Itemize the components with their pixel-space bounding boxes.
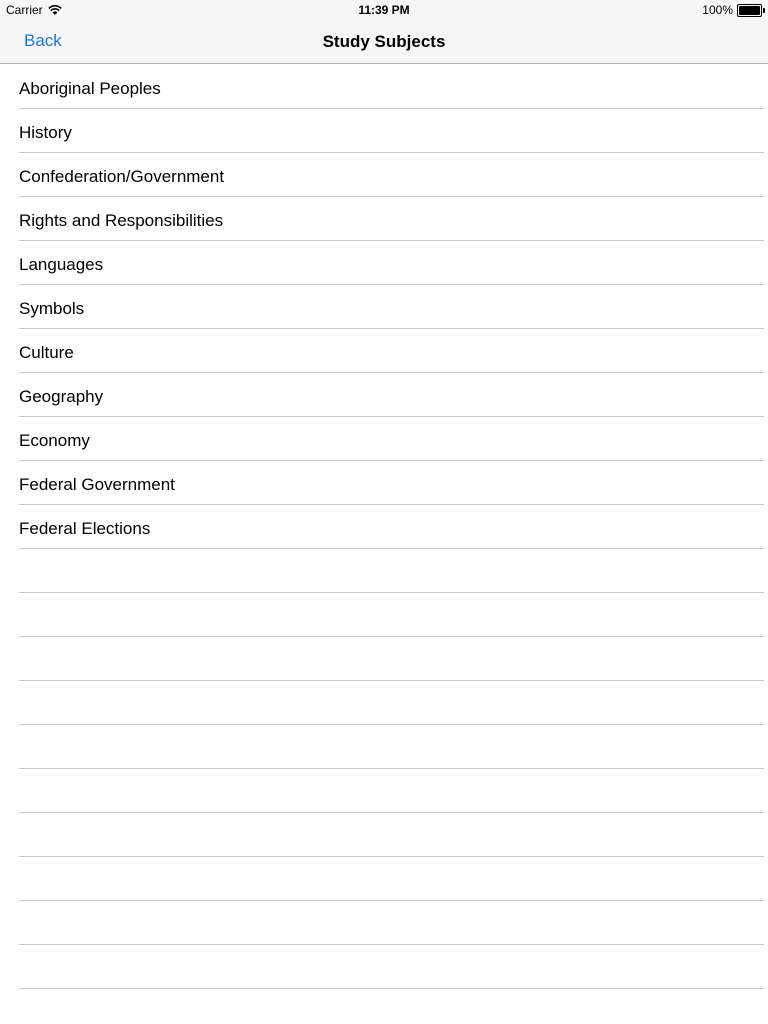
empty-row: [19, 549, 764, 593]
subject-row[interactable]: [19, 461, 764, 505]
subject-row[interactable]: [19, 65, 764, 109]
subject-list: [0, 65, 768, 989]
subject-label: Economy: [19, 431, 90, 450]
subject-label: Confederation/Government: [19, 167, 225, 186]
subject-row[interactable]: [19, 153, 764, 197]
subject-label: Symbols: [19, 299, 85, 318]
empty-row: [19, 593, 764, 637]
subject-label: Languages: [19, 255, 104, 274]
back-button[interactable]: Back: [24, 31, 62, 50]
empty-row: [19, 637, 764, 681]
subject-row[interactable]: [19, 241, 764, 285]
subject-row[interactable]: [19, 197, 764, 241]
battery-percent: 100%: [702, 3, 733, 17]
empty-row: [19, 681, 764, 725]
empty-row: [19, 813, 764, 857]
empty-row: [19, 725, 764, 769]
subject-row[interactable]: [19, 373, 764, 417]
empty-row: [19, 901, 764, 945]
status-right: [702, 3, 762, 17]
battery-tip: [763, 8, 765, 13]
subject-label: Federal Government: [19, 475, 175, 494]
empty-row: [19, 769, 764, 813]
empty-row: [19, 857, 764, 901]
carrier-label: Carrier: [6, 3, 43, 17]
subject-label: Culture: [19, 343, 74, 362]
empty-row: [19, 945, 764, 989]
subject-label: Geography: [19, 387, 104, 406]
page-title: Study Subjects: [322, 32, 446, 51]
subject-row[interactable]: [19, 505, 764, 549]
navigation-bar: [0, 20, 768, 64]
status-bar: [0, 0, 768, 20]
subject-label: Federal Elections: [19, 519, 151, 538]
subject-row[interactable]: [19, 285, 764, 329]
subject-label: Aboriginal Peoples: [19, 79, 161, 98]
battery-fill: [739, 6, 760, 15]
subject-row[interactable]: [19, 329, 764, 373]
status-time: 11:39 PM: [358, 3, 410, 17]
subject-row[interactable]: [19, 109, 764, 153]
subject-row[interactable]: [19, 417, 764, 461]
subject-label: History: [19, 123, 72, 142]
battery-icon: [737, 4, 762, 17]
subject-label: Rights and Responsibilities: [19, 211, 224, 230]
